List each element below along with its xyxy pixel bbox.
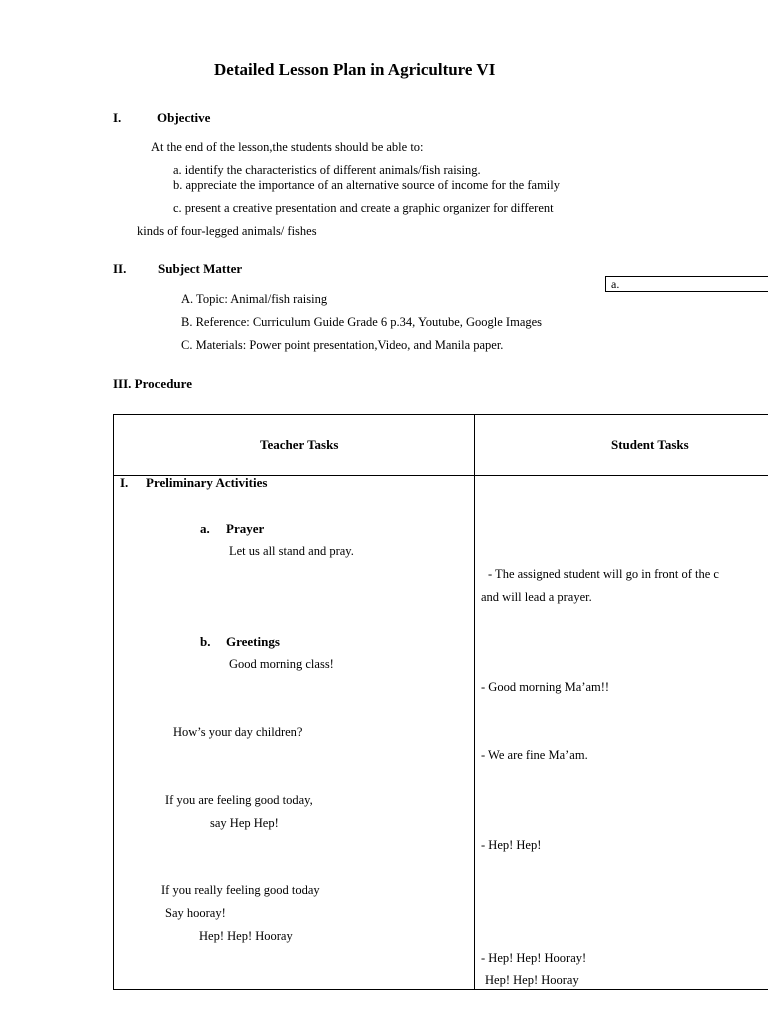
prayer-letter: a. bbox=[200, 521, 210, 536]
really-teacher-text-2: Say hooray! bbox=[165, 906, 226, 920]
prayer-teacher-text: Let us all stand and pray. bbox=[229, 544, 354, 558]
side-text-box bbox=[605, 276, 768, 292]
good-student-text: - Hep! Hep! bbox=[481, 838, 542, 852]
procedure-heading: III. Procedure bbox=[113, 376, 192, 391]
subject-topic: A. Topic: Animal/fish raising bbox=[181, 292, 328, 306]
subject-materials: C. Materials: Power point presentation,Video, and Manila paper. bbox=[181, 338, 504, 352]
subject-matter-number: II. bbox=[113, 261, 127, 276]
greetings-teacher-text: Good morning class! bbox=[229, 657, 334, 671]
column-header-teacher: Teacher Tasks bbox=[260, 437, 339, 452]
section-heading: Preliminary Activities bbox=[146, 475, 268, 490]
objective-item-c: c. present a creative presentation and create a graphic organizer for different bbox=[173, 201, 554, 215]
side-text-box-label: a. bbox=[611, 277, 620, 291]
good-teacher-text-1: If you are feeling good today, bbox=[165, 793, 313, 807]
section-number: I. bbox=[120, 475, 129, 490]
prayer-student-text-2: and will lead a prayer. bbox=[481, 590, 592, 604]
objective-heading: Objective bbox=[157, 110, 211, 125]
subject-matter-heading: Subject Matter bbox=[158, 261, 243, 276]
really-teacher-text-3: Hep! Hep! Hooray bbox=[199, 929, 293, 943]
greetings-letter: b. bbox=[200, 634, 211, 649]
greetings-heading: Greetings bbox=[226, 634, 280, 649]
greetings-student-text: - Good morning Ma’am!! bbox=[481, 680, 610, 694]
objective-number: I. bbox=[113, 110, 122, 125]
column-header-student: Student Tasks bbox=[611, 437, 689, 452]
prayer-student-text-1: - The assigned student will go in front of the c bbox=[488, 567, 719, 581]
day-teacher-text: How’s your day children? bbox=[173, 725, 303, 739]
objective-item-b: b. appreciate the importance of an alternative source of income for the family bbox=[173, 178, 560, 192]
really-student-text-1: - Hep! Hep! Hooray! bbox=[481, 951, 587, 965]
objective-intro: At the end of the lesson,the students should be able to: bbox=[151, 140, 424, 154]
objective-item-a: a. identify the characteristics of different animals/fish raising. bbox=[173, 163, 481, 177]
good-teacher-text-2: say Hep Hep! bbox=[210, 816, 279, 830]
day-student-text: - We are fine Ma’am. bbox=[481, 748, 588, 762]
page-title: Detailed Lesson Plan in Agriculture VI bbox=[214, 60, 496, 79]
objective-item-c-cont: kinds of four-legged animals/ fishes bbox=[137, 224, 317, 238]
subject-reference: B. Reference: Curriculum Guide Grade 6 p.34, Youtube, Google Images bbox=[181, 315, 543, 329]
really-student-text-2: Hep! Hep! Hooray bbox=[485, 973, 579, 987]
prayer-heading: Prayer bbox=[226, 521, 265, 536]
really-teacher-text-1: If you really feeling good today bbox=[161, 883, 320, 897]
